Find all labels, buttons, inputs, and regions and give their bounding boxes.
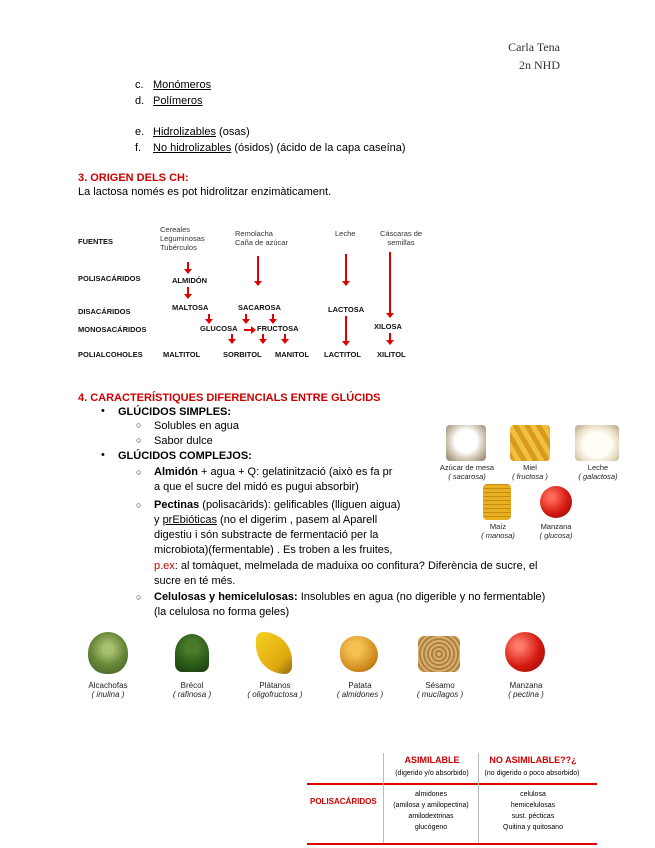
arrow [187, 287, 189, 295]
section4-title: 4. CARACTERÍSTIQUES DIFERENCIALS ENTRE GLÚCIDS [78, 392, 381, 404]
row-label-disacaridos: DISACÁRIDOS [78, 307, 131, 316]
list-term: No hidrolizables [153, 142, 232, 154]
arrow [187, 262, 189, 270]
source-leche: Leche [335, 229, 356, 238]
section3-title: 3. ORIGEN DELS CH: [78, 172, 189, 184]
row-label-fuentes: FUENTES [78, 237, 114, 246]
fiber-food-label: Alcachofas ( inulina ) [88, 681, 128, 699]
fiber-food-label: Patata ( almidones ) [336, 681, 384, 699]
complejos-title: GLÚCIDOS COMPLEJOS: [118, 450, 252, 462]
node-glucosa: GLUCOSA [200, 324, 238, 333]
list-letter: c. [135, 79, 144, 91]
node-xilosa: XILOSA [374, 322, 402, 331]
sugar-bowl-image [446, 425, 486, 461]
list-item-e [135, 126, 250, 138]
list-letter: e. [135, 126, 145, 138]
table-noasim-cell: celulosa hemicelulosas sust. pécticas Quitina y quitosano [503, 791, 563, 831]
source-cereales: Cereales Leguminosas Tubérculos [160, 225, 205, 252]
potato-image [340, 636, 378, 672]
node-sorbitol: SORBITOL [223, 350, 262, 359]
list-item-f [135, 142, 406, 154]
sugar-food-label: Miel ( fructosa ) [512, 463, 548, 481]
banana-image [256, 632, 292, 674]
milk-bowl-image [575, 425, 619, 461]
arrow [231, 334, 233, 340]
sub-bullet: ○ [136, 420, 142, 430]
celulosas-line1: Celulosas y hemicelulosas: Insolubles en agua (no digerible y no fermentable) [154, 591, 546, 603]
sugar-food-label: Azúcar de mesa ( sacarosa) [439, 463, 495, 481]
broccoli-image [175, 634, 209, 672]
arrow [208, 314, 210, 320]
list-letter: f. [135, 142, 142, 154]
arrow [345, 254, 347, 282]
table-col2-sub: (no digerido o poco absorbido) [484, 770, 580, 777]
almidon-line1: Almidón + agua + Q: gelatinització (això es fa pr [154, 466, 393, 478]
bullet: • [101, 405, 105, 417]
author-group: 2n NHD [519, 58, 560, 72]
arrow [272, 314, 274, 320]
sugar-food-label: Maíz ( manosa) [481, 522, 515, 540]
apple-image [540, 486, 572, 518]
node-fructosa: FRUCTOSA [257, 324, 299, 333]
table-col1-sub: (digerido y/o absorbido) [395, 770, 469, 777]
fiber-food-label: Brécol ( rafinosa ) [172, 681, 212, 699]
row-label-polialcoholes: POLIALCOHOLES [78, 350, 143, 359]
list-term: Monómeros [153, 79, 212, 91]
list-term: Hidrolizables [153, 126, 216, 138]
section3-text: La lactosa només es pot hidrolitzar enzimàticament. [78, 186, 332, 198]
pex-line2: sucre en té més. [154, 575, 236, 587]
list-term: Polímeros [153, 95, 203, 107]
node-almidon: ALMIDÓN [172, 276, 207, 285]
arrow [262, 334, 264, 340]
table-col2-header: NO ASIMILABLE??¿ [489, 755, 577, 765]
pectinas-line4: microbiota)(fermentable) . Es troben a les fruites, [154, 544, 393, 556]
sub-bullet: ○ [136, 500, 142, 510]
arrow [345, 316, 347, 342]
fiber-food-label: Manzana ( pectina ) [508, 681, 544, 699]
celulosas-line2: (la celulosa no forma geles) [154, 606, 290, 618]
node-sacarosa: SACAROSA [238, 303, 281, 312]
artichoke-image [88, 632, 128, 674]
arrow [284, 334, 286, 340]
fiber-food-label: Sésamo ( mucílagos ) [416, 681, 464, 699]
honeycomb-image [510, 425, 550, 461]
list-item-c [135, 79, 211, 91]
arrow [257, 256, 259, 282]
row-label-monosacaridos: MONOSACÁRIDOS [78, 325, 147, 334]
table-col1-header: ASIMILABLE [404, 755, 460, 765]
source-cascaras: Cáscaras de semillas [379, 229, 423, 247]
apple-image [505, 632, 545, 672]
node-maltosa: MALTOSA [172, 303, 209, 312]
author-name: Carla Tena [508, 40, 560, 54]
arrow [389, 252, 391, 314]
sesame-image [418, 636, 460, 672]
sugar-food-label: Leche ( galactosa) [578, 463, 618, 481]
list-rest: (ósidos) (ácido de la capa caseína) [231, 142, 406, 154]
fiber-food-label: Plátanos ( oligofructosa ) [247, 681, 303, 699]
author-block [470, 40, 560, 73]
node-lactosa: LACTOSA [328, 305, 365, 314]
node-manitol: MANITOL [275, 350, 310, 359]
node-maltitol: MALTITOL [163, 350, 201, 359]
pectinas-line2: y prEbióticas (no el digerim , pasem al Aparell [154, 514, 378, 526]
table-rule-top [307, 783, 597, 785]
source-remolacha: Remolacha Caña de azúcar [235, 229, 288, 247]
corn-image [483, 484, 511, 520]
sub-bullet: ○ [136, 592, 142, 602]
bullet: • [101, 449, 105, 461]
table-asim-cell: almidones (amilosa y amilopectina) amilodextrinas glucógeno [393, 791, 469, 831]
almidon-line2: a que el sucre del midó es pugui absorbir) [154, 481, 359, 493]
pex-line: p.ex: al tomàquet, melmelada de maduixa oo confitura? Diferència de sucre, el [154, 560, 538, 572]
node-xilitol: XILITOL [377, 350, 406, 359]
list-letter: d. [135, 95, 145, 107]
table-row-label: POLISACÁRIDOS [310, 797, 377, 806]
arrow [244, 329, 252, 331]
arrow [389, 333, 391, 341]
list-item-d [135, 95, 203, 107]
simples-title: GLÚCIDOS SIMPLES: [118, 406, 232, 418]
row-label-polisacaridos: POLISACÁRIDOS [78, 274, 141, 283]
pectinas-line3: digestiu i són substracte de fermentació per la [154, 529, 379, 541]
table-rule-bottom [307, 843, 597, 845]
sub-bullet: ○ [136, 467, 142, 477]
node-lactitol: LACTITOL [324, 350, 361, 359]
pectinas-line1: Pectinas (polisacàrids): gelificables (lliguen aigua) [154, 499, 401, 511]
sub-bullet: ○ [136, 435, 142, 445]
sugar-food-label: Manzana ( glucosa) [539, 522, 573, 540]
list-rest: (osas) [215, 126, 250, 138]
arrow [245, 314, 247, 320]
simples-item: Solubles en agua [154, 420, 240, 432]
simples-item: Sabor dulce [154, 435, 213, 447]
